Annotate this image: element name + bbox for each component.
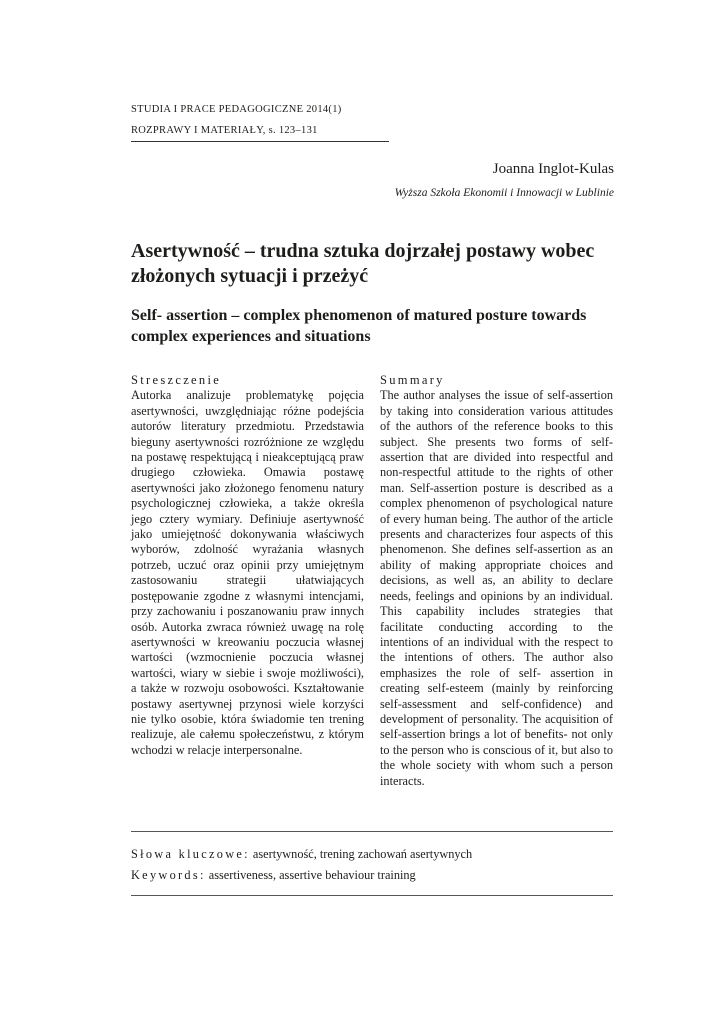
keywords-polish — [131, 847, 472, 862]
author-name: Joanna Inglot-Kulas — [492, 161, 614, 177]
header-divider — [131, 141, 389, 142]
journal-header: STUDIA I PRACE PEDAGOGICZNE 2014(1) — [131, 104, 342, 115]
keywords-polish-label: Słowa kluczowe: — [131, 847, 250, 861]
section-header: ROZPRAWY I MATERIAŁY, s. 123–131 — [131, 125, 318, 136]
keywords-top-divider — [131, 831, 613, 832]
abstract-polish — [131, 373, 364, 758]
keywords-english — [131, 868, 416, 883]
abstract-polish-heading: Streszczenie — [131, 373, 222, 387]
keywords-english-label: Keywords: — [131, 868, 206, 882]
abstract-polish-text: Autorka analizuje problematykę pojęcia asertywności, uwzględniając różne podejścia autorów literatury przedmiotu. Przedstawia bieguny asertywności rozróżnione ze względu na postawę respektującą i nieakceptującą praw drugiego człowieka. Omawia postawę asertywności jako złożonego fenomenu natury psychologicznej człowieka, a także określa jego cztery wymiary. Definiuje asertywność jako umiejętność dokonywania właściwych wyborów, zdolność wyrażania własnych potrzeb, uczuć oraz opinii przy umiejętnym zastosowaniu strategii ułatwiających postępowanie zgodne z własnymi intencjami, przy zachowaniu i poszanowaniu praw innych osób. Autorka zwraca również uwagę na rolę asertywności w kreowaniu poczucia własnej wartości (wzmocnienie poczucia własnej wartości, wiary w siebie i swoje możliwości), a także w rozwoju osobowości. Kształtowanie postawy asertywnej przynosi wiele korzyści nie tylko osobie, która świadomie ten trening realizuje, ale całemu społeczeństwu, z którym wchodzi w relacje interpersonalne. — [131, 388, 364, 757]
title-polish: Asertywność – trudna sztuka dojrzałej postawy wobec złożonych sytuacji i przeżyć — [131, 240, 595, 287]
abstract-english-text: The author analyses the issue of self-assertion by taking into consideration various attitudes of the authors of the reference books to this subject. She presents two forms of self- assertion that are divided into respectful and non-respectful attitude to the rights of other man. Self-assertion posture is described as a complex phenomenon of psychological nature of every human being. The author of the article presents and characterizes four aspects of this phenomenon. She defines self-assertion as an ability of making appropriate choices and decisions, as well as, an ability to declare needs, feelings and opinions by an individual. This capability includes strategies that facilitate conducting according to the intentions of an individual with the respect to the intentions of others. The author also emphasizes the role of self- assertion in creating self-esteem (mainly by reinforcing self-assessment and self-confidence) and development of personality. The acquisition of self-assertion brings a lot of benefits- not only to the person who is conscious of it, but also to the whole society with whom such a person interacts. — [380, 388, 613, 788]
abstract-english-heading: Summary — [380, 373, 445, 387]
keywords-bottom-divider — [131, 895, 613, 896]
keywords-polish-value: asertywność, trening zachowań asertywnych — [249, 847, 473, 861]
keywords-english-value: assertiveness, assertive behaviour training — [205, 868, 416, 882]
author-affiliation: Wyższa Szkoła Ekonomii i Innowacji w Lublinie — [394, 187, 614, 199]
title-english: Self- assertion – complex phenomenon of matured posture towards complex experiences and situations — [131, 307, 587, 345]
abstract-english — [380, 373, 613, 789]
